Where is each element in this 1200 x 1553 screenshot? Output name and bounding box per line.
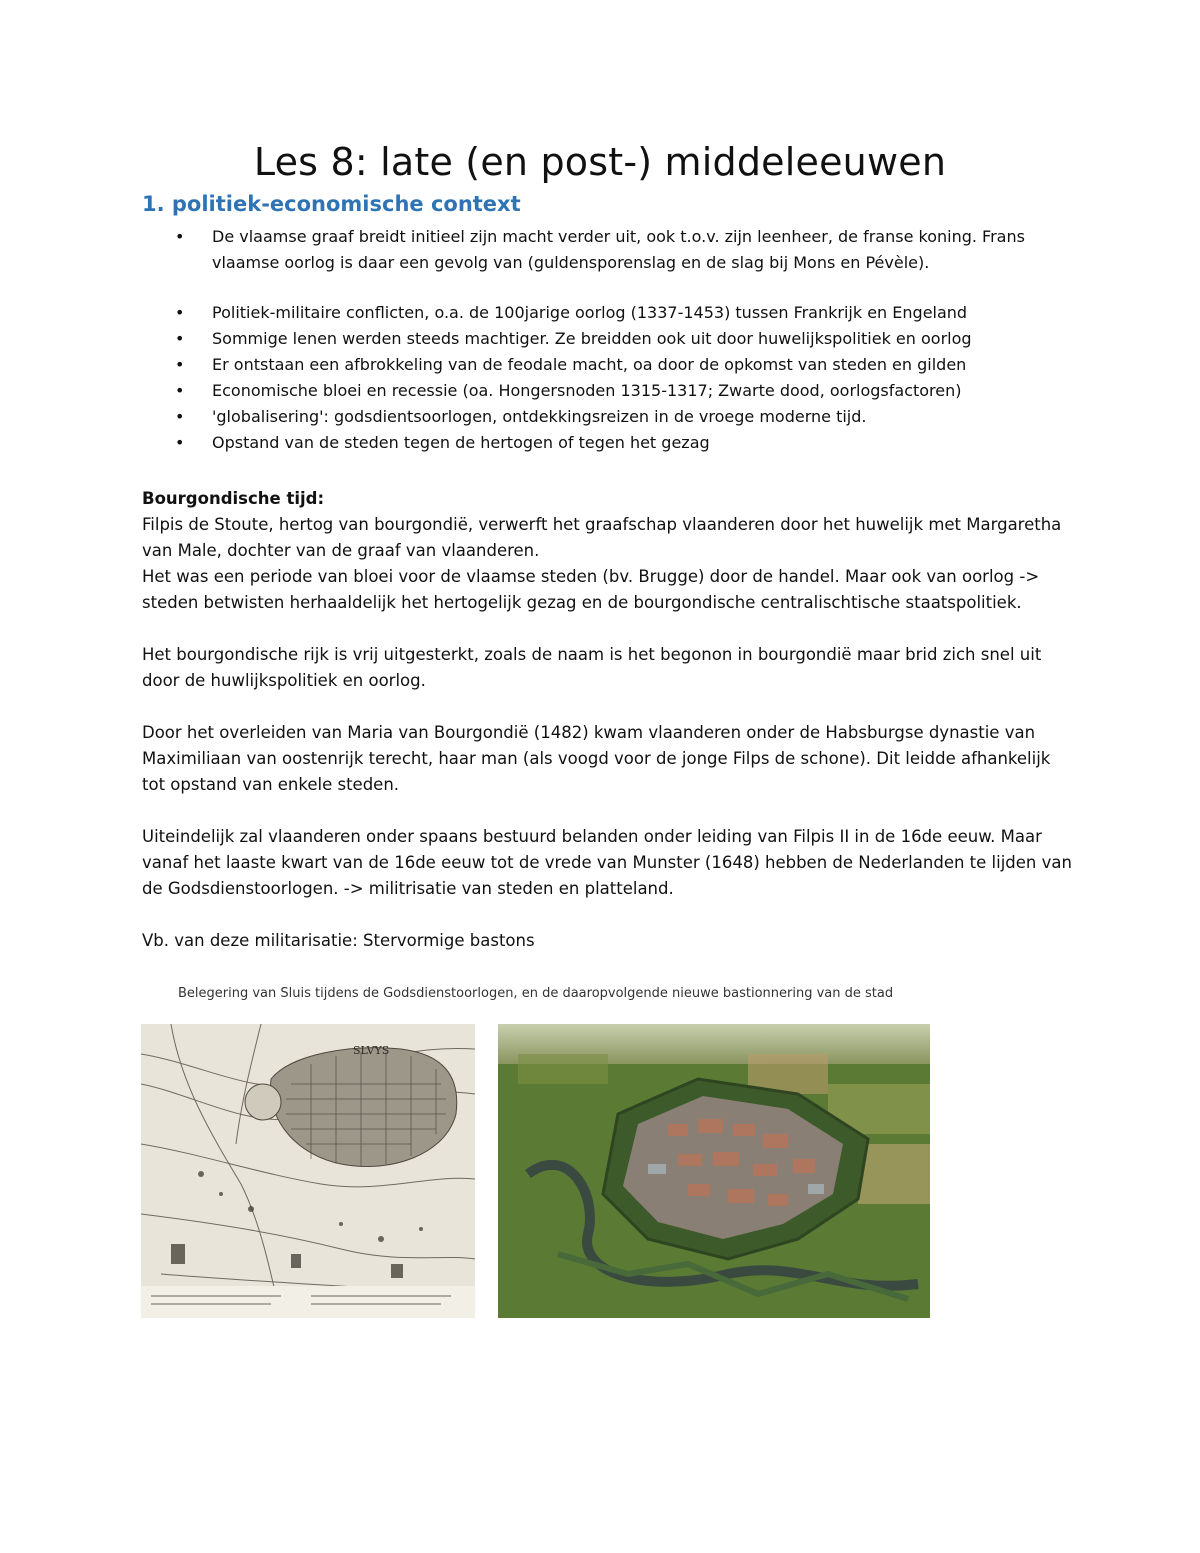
bullet-icon: •	[175, 433, 185, 452]
engraving-label: SLVYS	[353, 1044, 390, 1057]
list-item: • Er ontstaan een afbrokkeling van de feodale macht, oa door de opkomst van steden en gilden	[172, 352, 1072, 378]
paragraph: Door het overleiden van Maria van Bourgondië (1482) kwam vlaanderen onder de Habsburgse dynastie van Maximiliaan van oostenrijk terecht, haar man (als voogd voor de jonge Filps de schone). Dit leidde afhankelijk tot opstand van enkele steden.	[142, 723, 1051, 794]
bourgondische-section	[142, 486, 1072, 954]
aerial-photo-illustration	[498, 1024, 930, 1318]
section-heading-context: 1. politiek-economische context	[142, 192, 521, 216]
figure-caption: Belegering van Sluis tijdens de Godsdienstoorlogen, en de daaropvolgende nieuwe bastionnering van de stad	[178, 986, 894, 1001]
example-line: Vb. van deze militarisatie: Stervormige bastons	[142, 931, 535, 950]
list-item: • Opstand van de steden tegen de hertogen of tegen het gezag	[172, 430, 1072, 456]
bullet-icon: •	[175, 355, 185, 374]
list-item: • De vlaamse graaf breidt initieel zijn macht verder uit, ook t.o.v. zijn leenheer, de franse koning. Frans vlaamse oorlog is daar een gevolg van (guldensporenslag en de slag bij Mons en Pévèle).	[172, 224, 1072, 276]
bullet-icon: •	[175, 381, 185, 400]
bullet-icon: •	[175, 407, 185, 426]
section-heading-bourgondisch: Bourgondische tijd:	[142, 489, 325, 508]
list-item: • Sommige lenen werden steeds machtiger. Ze breidden ook uit door huwelijkspolitiek en oorlog	[172, 326, 1072, 352]
page-title: Les 8: late (en post-) middeleeuwen	[253, 140, 947, 184]
bullet-icon: •	[175, 329, 185, 348]
siege-engraving-image	[141, 1024, 475, 1318]
list-item: • Politiek-militaire conflicten, o.a. de 100jarige oorlog (1337-1453) tussen Frankrijk en Engeland	[172, 300, 1072, 326]
list-item: • Economische bloei en recessie (oa. Hongersnoden 1315-1317; Zwarte dood, oorlogsfactoren)	[172, 378, 1072, 404]
paragraph: Filpis de Stoute, hertog van bourgondië, verwerft het graafschap vlaanderen door het huwelijk met Margaretha van Male, dochter van de graaf van vlaanderen. Het was een periode van bloei voor de vlaamse steden (bv. Brugge) door de handel. Maar ook van oorlog -> steden betwisten herhaaldelijk het hertogelijk gezag en de bourgondische centralischtische staatspolitiek.	[142, 515, 1062, 612]
paragraph: Het bourgondische rijk is vrij uitgesterkt, zoals de naam is het begonon in bourgondië maar brid zich snel uit door de huwlijkspolitiek en oorlog.	[142, 645, 1042, 690]
list-item: • 'globalisering': godsdientsoorlogen, ontdekkingsreizen in de vroege moderne tijd.	[172, 404, 1072, 430]
context-bullet-list	[172, 224, 1072, 456]
engraving-illustration	[141, 1024, 475, 1318]
bullet-icon: •	[175, 303, 185, 322]
aerial-fortress-photo	[498, 1024, 930, 1318]
paragraph: Uiteindelijk zal vlaanderen onder spaans bestuurd belanden onder leiding van Filpis II in de 16de eeuw. Maar vanaf het laaste kwart van de 16de eeuw tot de vrede van Munster (1648) hebben de Nederlanden te lijden van de Godsdienstoorlogen. -> militrisatie van steden en platteland.	[142, 827, 1072, 898]
bullet-icon: •	[175, 227, 185, 246]
